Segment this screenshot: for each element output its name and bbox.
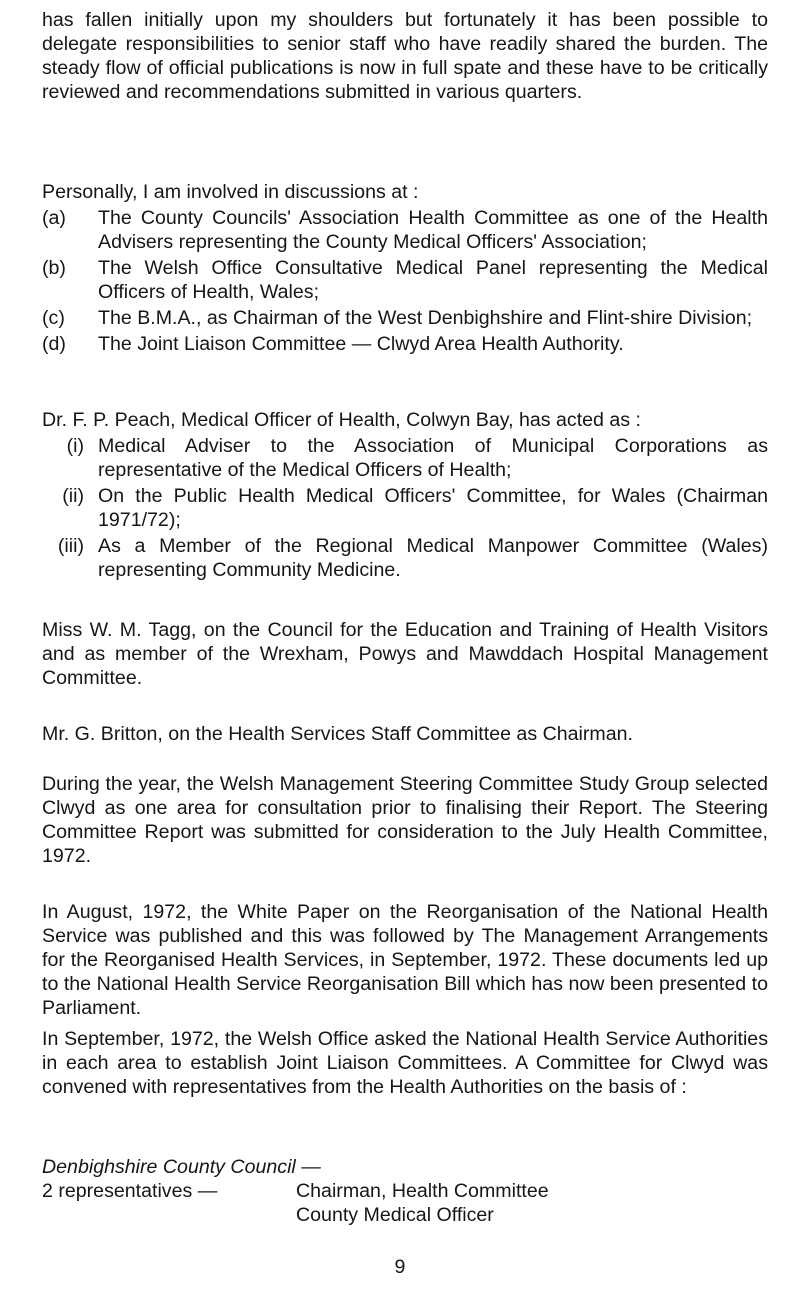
list-item [42,306,768,330]
list-item-label: (a) [42,207,66,229]
paragraph-joint-liaison: In September, 1972, the Welsh Office asked the National Health Service Authorities in each area to establish Joint Liaison Committees. A Committee for Clwyd was convened with representatives from the Health Authorities on the basis of : [42,1028,768,1098]
list-item [42,256,768,304]
list-item-label: (c) [42,307,65,329]
list-item-text: Medical Adviser to the Association of Municipal Corporations as representative of the Medical Officers of Health; [98,435,768,481]
list-item-text: The Welsh Office Consultative Medical Panel representing the Medical Officers of Health, Wales; [98,257,768,303]
page-number: 9 [394,1256,406,1278]
denbighshire-heading: Denbighshire County Council — [42,1156,321,1178]
paragraph-steering: During the year, the Welsh Management Steering Committee Study Group selected Clwyd as one area for consultation prior to finalising their Report. The Steering Committee Report was submitted for consideration to the July Health Committee, 1972. [42,773,768,867]
list-item [42,206,768,254]
denbighshire-block [42,1155,768,1227]
list-item-text: The County Councils' Association Health Committee as one of the Health Advisers representing the County Medical Officers' Association; [98,207,768,253]
peach-roles-list [42,434,768,584]
paragraph-peach: Dr. F. P. Peach, Medical Officer of Health, Colwyn Bay, has acted as : [42,409,641,431]
representative-count: 2 representatives — [42,1180,218,1202]
list-item [42,534,768,582]
paragraph-britton: Mr. G. Britton, on the Health Services Staff Committee as Chairman. [42,723,633,745]
list-item-text: The B.M.A., as Chairman of the West Denbighshire and Flint-shire Division; [98,307,753,329]
list-item-label: (ii) [62,485,84,507]
involvement-list [42,206,768,358]
list-item-label: (i) [66,435,84,457]
list-item-text: The Joint Liaison Committee — Clwyd Area Health Authority. [98,333,624,355]
list-item-label: (b) [42,257,66,279]
representative-name: Chairman, Health Committee [296,1180,549,1202]
denbighshire-rep-row [42,1179,768,1203]
representative-name: County Medical Officer [296,1204,494,1226]
spacer [42,1203,296,1227]
denbighshire-rep-row [42,1203,768,1227]
list-item-label: (d) [42,333,66,355]
paragraph-intro: has fallen initially upon my shoulders but fortunately it has been possible to delegate responsibilities to senior staff who have readily shared the burden. The steady flow of official publications is now in full spate and these have to be critically reviewed and recommendations submitted in various quarters. [42,9,768,103]
list-item-label: (iii) [57,535,84,557]
list-item [42,332,768,356]
paragraph-personally: Personally, I am involved in discussions at : [42,181,419,203]
list-item [42,484,768,532]
list-item-text: On the Public Health Medical Officers' Committee, for Wales (Chairman 1971/72); [98,485,768,531]
paragraph-white-paper: In August, 1972, the White Paper on the Reorganisation of the National Health Service was published and this was followed by The Management Arrangements for the Reorganised Health Services, in September, 1972. These documents led up to the National Health Service Reorganisation Bill which has now been presented to Parliament. [42,901,768,1019]
list-item [42,434,768,482]
list-item-text: As a Member of the Regional Medical Manpower Committee (Wales) representing Community Medicine. [98,535,768,581]
paragraph-tagg: Miss W. M. Tagg, on the Council for the Education and Training of Health Visitors and as member of the Wrexham, Powys and Mawddach Hospital Management Committee. [42,619,768,689]
